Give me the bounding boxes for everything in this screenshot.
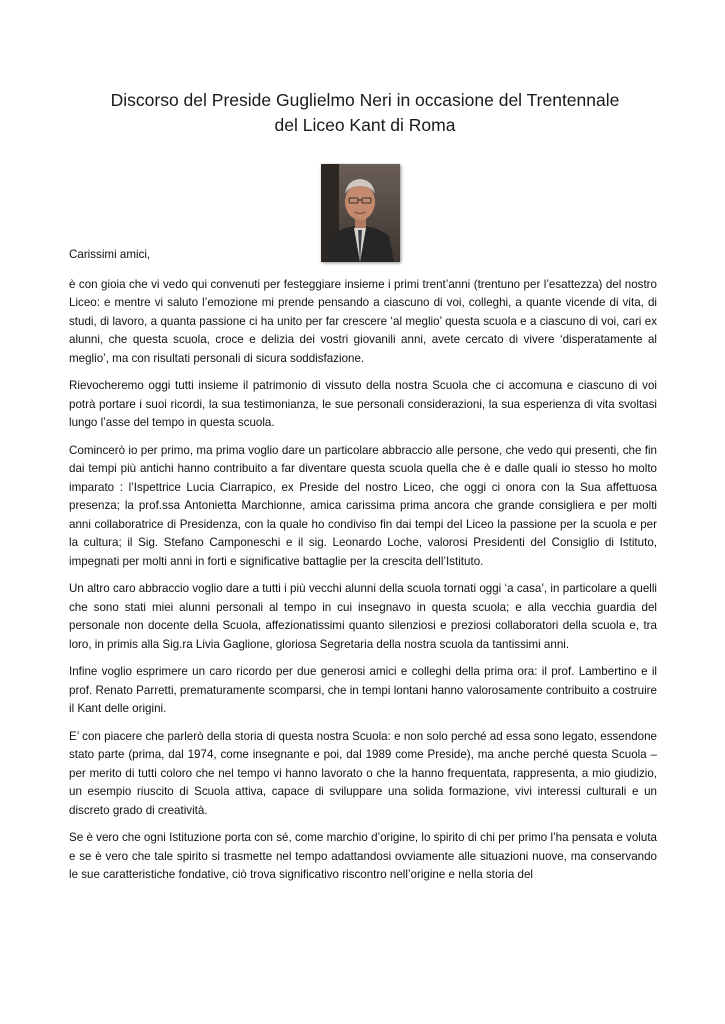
- paragraph: Infine voglio esprimere un caro ricordo per due generosi amici e colleghi della prima ora: il prof. Lambertino e il prof. Renato Parretti, prematuramente scomparsi, che in tempi lontani hanno valorosamente contribuito a costruire il Kant delle origini.: [69, 665, 657, 715]
- paragraph: Comincerò io per primo, ma prima voglio dare un particolare abbraccio alle persone, che vedo qui presenti, che fin dai tempi più antichi hanno contribuito a far diventare questa scuola quella che è e dalle quali io stesso ho molto imparato : l’Ispettrice Lucia Ciarrapico, ex Preside del nostro Liceo, che oggi ci onora con la Sua affettuosa presenza; la prof.ssa Antonietta Marchionne, amica carissima prima ancora che grande consigliera e per molti anni collaboratrice di Presidenza, con la quale ho condiviso fin dai tempi del Liceo la passione per la scuola e per la cultura; il Sig. Stefano Camponeschi e il sig. Leonardo Loche, valorosi Presidenti del Consiglio di Istituto, impegnati per molti anni in forti e significative battaglie per la crescita dell’Istituto.: [69, 443, 657, 568]
- paragraph: Un altro caro abbraccio voglio dare a tutti i più vecchi alunni della scuola tornati oggi ‘a casa’, in particolare a quelli che sono stati miei alunni personali al tempo in cui insegnavo in questa scuola; e alla vecchia guardia del personale non docente della Scuola, affezionatissimi quanto silenziosi e preziosi collaboratori della scuola e, tra loro, in primis alla Sig.ra Livia Gaglione, gloriosa Segretaria della nostra scuola da tantissimi anni.: [69, 582, 657, 651]
- document-title: [60, 88, 670, 138]
- paragraph: Rievocheremo oggi tutti insieme il patrimonio di vissuto della nostra Scuola che ci accomuna e ciascuno di voi potrà portare i suoi ricordi, la sua testimonianza, le sue personali considerazioni, la sua esperienza di vita svoltasi lungo l’asse del tempo in questa scuola.: [69, 379, 657, 429]
- paragraph: è con gioia che vi vedo qui convenuti per festeggiare insieme i primi trent’anni (trentuno per l’esattezza) del nostro Liceo: e mentre vi saluto l’emozione mi prende pensando a ciascuno di voi, colleghi, a quante vicende di vita, di studi, di lavoro, a quanta passione ci ha unito per far crescere ‘al meglio’ questa scuola e a ciascuno di voi, cari ex alunni, che questa scuola, croce e delizia dei vostri giovanili anni, avete cercato di vivere ‘disperatamente al meglio’, ma con risultati personali di sicura soddisfazione.: [69, 277, 657, 365]
- paragraph: E’ con piacere che parlerò della storia di questa nostra Scuola: e non solo perché ad essa sono legato, essendone stato parte (prima, dal 1974, come insegnante e poi, dal 1989 come Preside), ma anche perché questa Scuola – per merito di tutti coloro che nel tempo vi hanno lavorato o che la hanno frequentata, rappresenta, a mio giudizio, un esempio riuscito di Scuola attiva, capace di sviluppare una solida formazione, vivi interessi culturali e un discreto grado di creatività.: [69, 729, 657, 817]
- paragraph: Se è vero che ogni Istituzione porta con sé, come marchio d’origine, lo spirito di chi per primo l’ha pensata e voluta e se è vero che tale spirito si trasmette nel tempo adattandosi ovviamente alle situazioni nuove, ma conservando le sue caratteristiche fondative, ciò trova significativo riscontro nell’origine e nella storia del: [69, 831, 657, 881]
- salutation: Carissimi amici,: [69, 248, 151, 261]
- speech-body: [69, 246, 657, 894]
- title-line-1: Discorso del Preside Guglielmo Neri in occasione del Trentennale: [110, 90, 620, 110]
- title-line-2: del Liceo Kant di Roma: [274, 115, 456, 135]
